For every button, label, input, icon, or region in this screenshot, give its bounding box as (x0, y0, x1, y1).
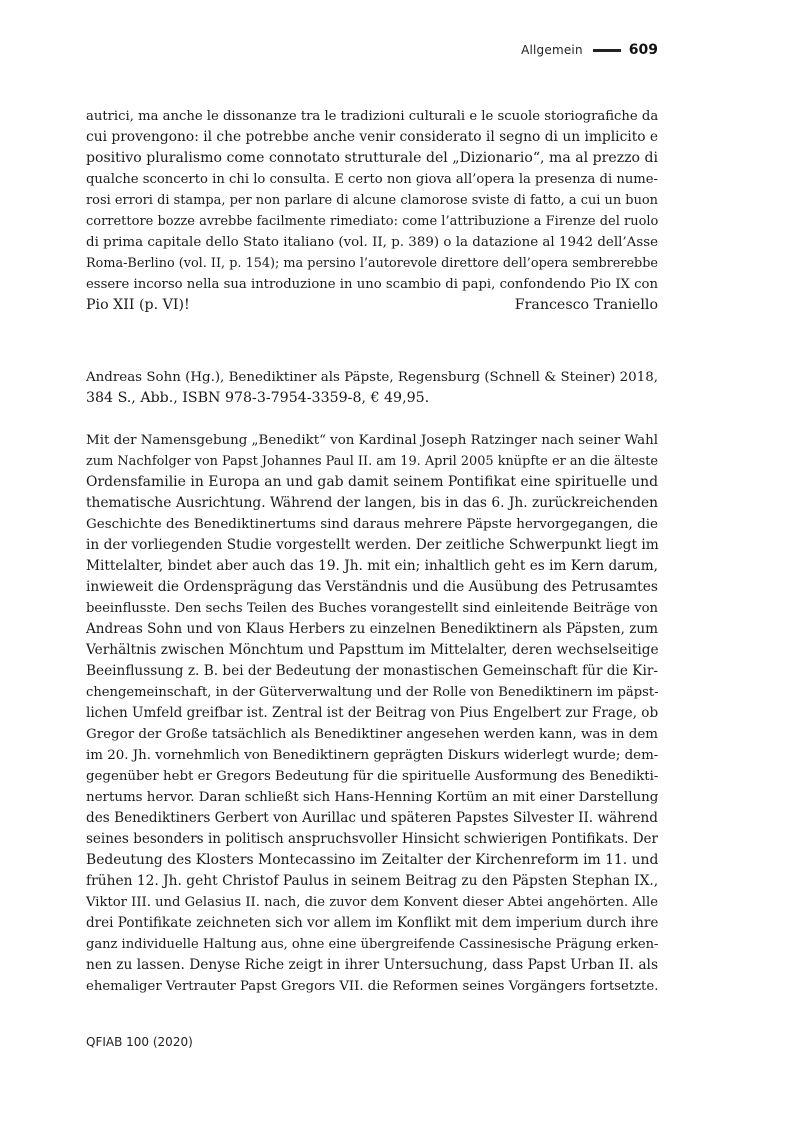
text-line: inwieweit die Ordensprägung das Verständnis und die Ausübung des Petrusamtes (86, 579, 658, 595)
book-citation (86, 367, 658, 409)
closing-line (86, 295, 658, 316)
text-line: Geschichte des Benediktinertums sind daraus mehrere Päpste hervorgegangen, die (86, 517, 658, 532)
text-line: autrici, ma anche le dissonanze tra le tradizioni culturali e le scuole storiografiche da (86, 109, 659, 124)
review-body (86, 430, 658, 997)
text-line: thematische Ausrichtung. Während der langen, bis in das 6. Jh. zurückreichenden (86, 495, 658, 511)
page-number: 609 (628, 42, 658, 58)
text-line: di prima capitale dello Stato italiano (vol. II, p. 389) o la datazione al 1942 dell’Asse (86, 235, 658, 250)
citation-line: 384 S., Abb., ISBN 978-3-7954-3359-8, € 49,95. (86, 390, 430, 406)
text-line: Mit der Namensgebung „Benedikt“ von Kardinal Joseph Ratzinger nach seiner Wahl (86, 433, 658, 448)
header-rule (593, 49, 621, 52)
text-line: lichen Umfeld greifbar ist. Zentral ist der Beitrag von Pius Engelbert zur Frage, ob (86, 705, 659, 721)
text-line: frühen 12. Jh. geht Christof Paulus in seinem Beitrag zu den Päpsten Stephan IX., (86, 873, 659, 889)
running-header (521, 42, 658, 58)
text-line: gegenüber hebt er Gregors Bedeutung für die spirituelle Ausformung des Benedikti- (86, 769, 659, 784)
text-line: Pio XII (p. VI)! (86, 297, 190, 313)
text-line: Mittelalter, bindet aber auch das 19. Jh. mit ein; inhaltlich geht es im Kern darum, (86, 558, 658, 574)
text-line: ehemaliger Vertrauter Papst Gregors VII. die Reformen seines Vorgängers fortsetzte. (86, 979, 659, 994)
text-line: in der vorliegenden Studie vorgestellt werden. Der zeitliche Schwerpunkt liegt im (86, 537, 659, 553)
text-line: beeinflusste. Den sechs Teilen des Buches vorangestellt sind einleitende Beiträge von (86, 601, 658, 616)
text-line: positivo pluralismo come connotato strutturale del „Dizionario“, ma al prezzo di (86, 150, 658, 166)
text-line: Ordensfamilie in Europa an und gab damit seinem Pontifikat eine spirituelle und (86, 474, 659, 490)
text-line: Bedeutung des Klosters Montecassino im Zeitalter der Kirchenreform im 11. und (86, 852, 659, 868)
text-line: Verhältnis zwischen Mönchtum und Papsttum im Mittelalter, deren wechselseitige (86, 642, 659, 658)
text-line: ganz individuelle Haltung aus, ohne eine übergreifende Cassinesische Prägung erken- (86, 937, 659, 952)
text-line: correttore bozze avrebbe facilmente rimediato: come l’attribuzione a Firenze del ruolo (86, 214, 659, 229)
text-line: qualche sconcerto in chi lo consulta. E certo non giova all’opera la presenza di nume- (86, 172, 658, 187)
reviewer-name: Francesco Traniello (514, 297, 658, 313)
citation-line: Andreas Sohn (Hg.), Benediktiner als Päpste, Regensburg (Schnell & Steiner) 2018, (86, 370, 658, 385)
text-line: Roma-Berlino (vol. II, p. 154); ma persino l’autorevole direttore dell’opera sembrerebbe (86, 256, 658, 271)
text-line: nertums hervor. Daran schließt sich Hans-Henning Kortüm an mit einer Darstellung (86, 790, 659, 805)
section-title: Allgemein (521, 43, 583, 57)
text-line: Beeinflussung z. B. bei der Bedeutung der monastischen Gemeinschaft für die Kir- (86, 663, 658, 679)
text-line: cui provengono: il che potrebbe anche venir considerato il segno di un implicito e (86, 129, 659, 145)
journal-footer: QFIAB 100 (2020) (86, 1035, 193, 1049)
previous-review-continuation (86, 106, 658, 316)
text-line: chengemeinschaft, in der Güterverwaltung und der Rolle von Benediktinern im päpst- (86, 685, 659, 700)
text-line: rosi errori di stampa, per non parlare di alcune clamorose sviste di fatto, a cui un buon (86, 193, 658, 208)
text-line: des Benediktiners Gerbert von Aurillac und späteren Papstes Silvester II. während (86, 810, 658, 826)
text-line: Viktor III. und Gelasius II. nach, die zuvor dem Konvent dieser Abtei angehörten. Alle (86, 895, 658, 910)
text-line: nen zu lassen. Denyse Riche zeigt in ihrer Untersuchung, dass Papst Urban II. als (86, 957, 658, 973)
text-line: Andreas Sohn und von Klaus Herbers zu einzelnen Benediktinern als Päpsten, zum (86, 621, 658, 637)
text-line: seines besonders in politisch anspruchsvoller Hinsicht schwierigen Pontifikats. Der (86, 831, 658, 847)
text-line: essere incorso nella sua introduzione in uno scambio di papi, confondendo Pio IX con (86, 277, 658, 292)
text-line: drei Pontifikate zeichneten sich vor allem im Konflikt mit dem imperium durch ihre (86, 915, 659, 931)
text-line: Gregor der Große tatsächlich als Benediktiner angesehen werden kann, was in dem (86, 727, 658, 742)
text-line: im 20. Jh. vornehmlich von Benediktinern geprägten Diskurs widerlegt wurde; dem- (86, 748, 659, 763)
text-line: zum Nachfolger von Papst Johannes Paul II. am 19. April 2005 knüpfte er an die älteste (86, 454, 658, 469)
